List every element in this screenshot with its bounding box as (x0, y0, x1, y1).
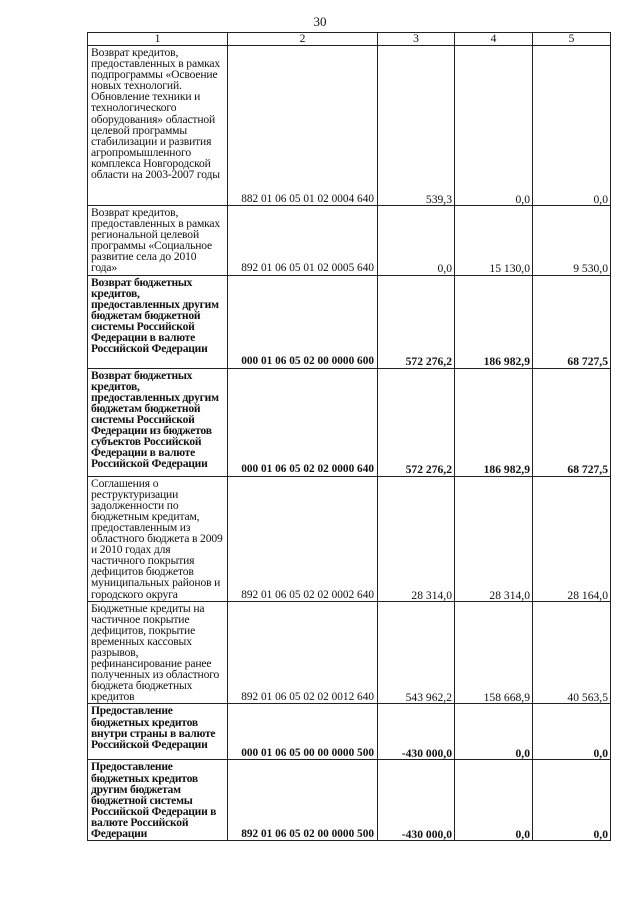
row-budget-code: 892 01 06 05 02 00 0000 500 (228, 760, 378, 841)
row-description: Возврат кредитов, предоставленных в рамках подпрограммы «Освоение новых технологий. Обновление техники и технологического оборудования» областной целевой программы стабилизации и развития агропромышленного комплекса Новгородской области на 2003-2007 годы (88, 46, 228, 206)
row-value-col4: 0,0 (455, 46, 533, 206)
row-description: Соглашения о реструктуризации задолженности по бюджетным кредитам, предоставленным из областного бюджета в 2009 и 2010 годах для частичного покрытия дефицитов бюджетов муниципальных районов и городского округа (88, 476, 228, 601)
column-header-3: 3 (378, 33, 455, 46)
column-header-4: 4 (455, 33, 533, 46)
row-description: Возврат бюджетных кредитов, предоставленных другим бюджетам бюджетной системы Российской Федерации из бюджетов субъектов Российской Федерации в валюте Российской Федерации (88, 368, 228, 476)
row-value-col3: -430 000,0 (378, 704, 455, 760)
page-number: 30 (313, 14, 327, 29)
row-value-col3: 572 276,2 (378, 275, 455, 368)
table-row (88, 206, 611, 276)
table-row (88, 760, 611, 841)
table-row (88, 704, 611, 760)
table-body (88, 46, 611, 841)
row-budget-code: 892 01 06 05 02 02 0012 640 (228, 601, 378, 704)
row-value-col4: 0,0 (455, 760, 533, 841)
row-value-col5: 28 164,0 (533, 476, 611, 601)
row-budget-code: 000 01 06 05 02 00 0000 600 (228, 275, 378, 368)
row-description: Возврат кредитов, предоставленных в рамках региональной целевой программы «Социальное развитие села до 2010 года» (88, 206, 228, 276)
row-value-col5: 68 727,5 (533, 368, 611, 476)
row-budget-code: 000 01 06 05 02 02 0000 640 (228, 368, 378, 476)
table-row (88, 476, 611, 601)
row-value-col4: 15 130,0 (455, 206, 533, 276)
header-row (88, 33, 611, 46)
table-row (88, 601, 611, 704)
row-value-col3: -430 000,0 (378, 760, 455, 841)
row-value-col5: 40 563,5 (533, 601, 611, 704)
table-row (88, 46, 611, 206)
row-value-col5: 9 530,0 (533, 206, 611, 276)
row-budget-code: 882 01 06 05 01 02 0004 640 (228, 46, 378, 206)
column-header-5: 5 (533, 33, 611, 46)
row-value-col5: 68 727,5 (533, 275, 611, 368)
row-value-col4: 158 668,9 (455, 601, 533, 704)
table-row (88, 368, 611, 476)
row-value-col5: 0,0 (533, 760, 611, 841)
row-value-col3: 539,3 (378, 46, 455, 206)
row-value-col3: 543 962,2 (378, 601, 455, 704)
row-description: Предоставление бюджетных кредитов другим бюджетам бюджетной системы Российской Федерации в валюте Российской Федерации (88, 760, 228, 841)
row-budget-code: 892 01 06 05 01 02 0005 640 (228, 206, 378, 276)
row-value-col4: 0,0 (455, 704, 533, 760)
row-description: Бюджетные кредиты на частичное покрытие дефицитов, покрытие временных кассовых разрывов, рефинансирование ранее полученных из областного бюджета бюджетных кредитов (88, 601, 228, 704)
budget-table (87, 32, 611, 841)
row-budget-code: 000 01 06 05 00 00 0000 500 (228, 704, 378, 760)
row-value-col3: 0,0 (378, 206, 455, 276)
row-value-col3: 28 314,0 (378, 476, 455, 601)
row-value-col4: 186 982,9 (455, 368, 533, 476)
row-value-col3: 572 276,2 (378, 368, 455, 476)
row-value-col5: 0,0 (533, 704, 611, 760)
row-budget-code: 892 01 06 05 02 02 0002 640 (228, 476, 378, 601)
column-header-2: 2 (228, 33, 378, 46)
row-description: Предоставление бюджетных кредитов внутри страны в валюте Российской Федерации (88, 704, 228, 760)
column-header-1: 1 (88, 33, 228, 46)
row-value-col4: 186 982,9 (455, 275, 533, 368)
row-value-col5: 0,0 (533, 46, 611, 206)
row-description: Возврат бюджетных кредитов, предоставленных другим бюджетам бюджетной системы Российской Федерации в валюте Российской Федерации (88, 275, 228, 368)
row-value-col4: 28 314,0 (455, 476, 533, 601)
table-row (88, 275, 611, 368)
